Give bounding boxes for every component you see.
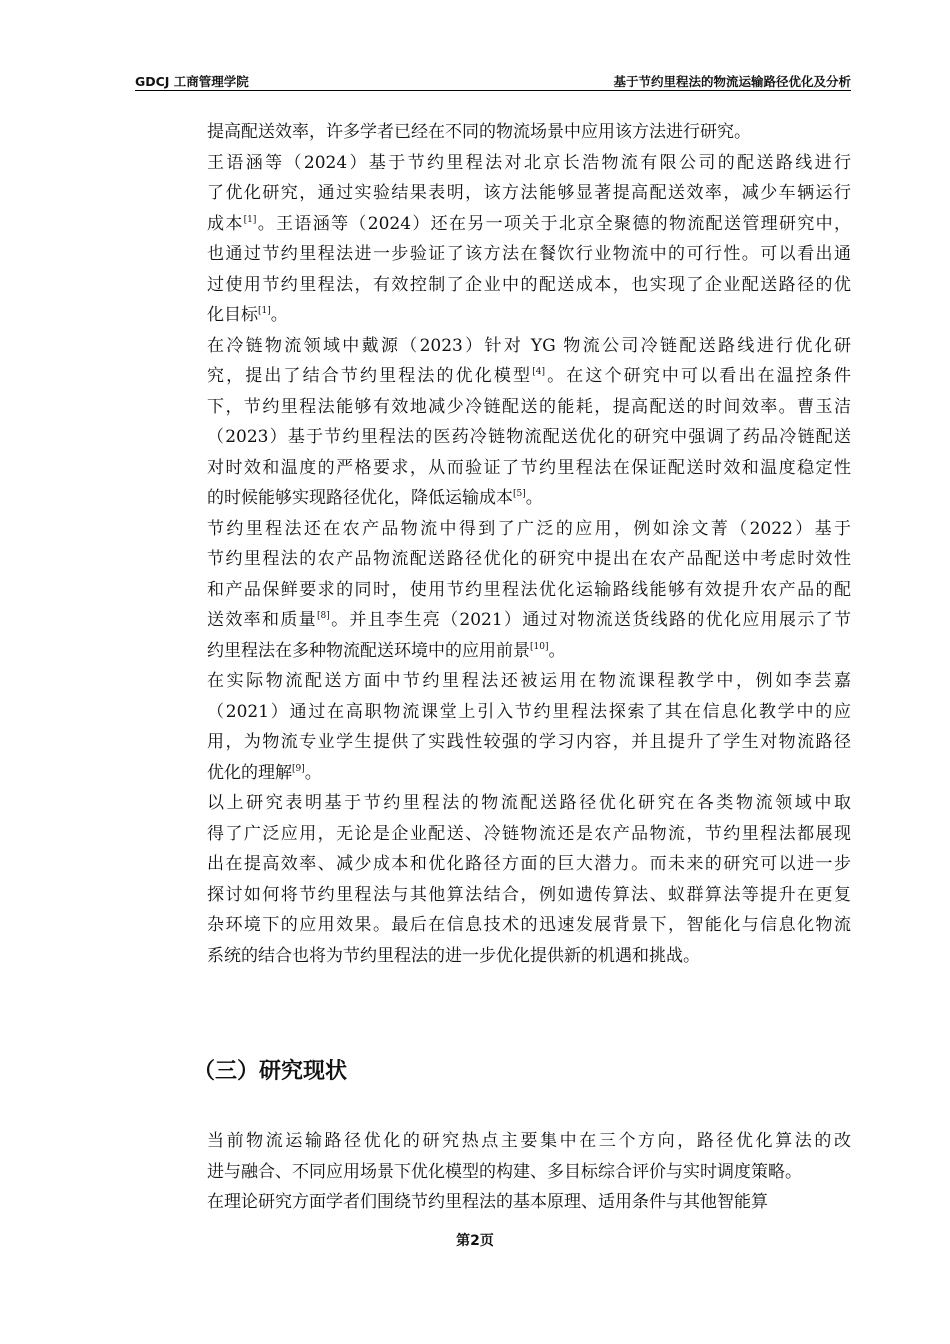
text-line: 过使用节约里程法，有效控制了企业中的配送成本，也实现了企业配送路径的优	[207, 274, 851, 295]
text-line: 了优化研究，通过实验结果表明，该方法能够显著提高配送效率，减少车辆运行	[207, 183, 851, 203]
text-line: 在冷链物流领域中戴源（2023）针对 YG 物流公司冷链配送路线进行优化研	[207, 335, 851, 356]
text-line: （2023）基于节约里程法的医药冷链物流配送优化的研究中强调了药品冷链配送	[207, 427, 851, 447]
text-line: 节约里程法还在农产品物流中得到了广泛的应用，例如涂文菁（2022）基于	[207, 518, 851, 539]
text-line: 在理论研究方面学者们围绕节约里程法的基本原理、适用条件与其他智能算	[207, 1192, 768, 1212]
text-line: 的时候能够实现路径优化，降低运输成本[5]。	[207, 488, 543, 508]
header-school: GDCJ 工商管理学院	[135, 74, 249, 89]
text-line: 以上研究表明基于节约里程法的物流配送路径优化研究在各类物流领域中取	[207, 793, 851, 813]
text-line: 化目标[1]。	[207, 305, 288, 325]
body-text	[173, 117, 851, 971]
citation: [1]	[258, 306, 271, 316]
citation: [10]	[530, 641, 549, 652]
text-line: 进与融合、不同应用场景下优化模型的构建、多目标综合评价与实时调度策略。	[207, 1161, 802, 1182]
paragraph	[173, 788, 851, 971]
text-line: 提高配送效率，许多学者已经在不同的物流场景中应用该方法进行研究。	[207, 122, 751, 142]
text-line: 系统的结合也将为节约里程法的进一步优化提供新的机遇和挑战。	[207, 945, 700, 966]
text-line: 用，为物流专业学生提供了实践性较强的学习内容，并且提升了学生对物流路径	[207, 732, 851, 752]
text-line: 在实际物流配送方面中节约里程法还被运用在物流课程教学中，例如李芸嘉	[207, 671, 851, 691]
text-line: 也通过节约里程法进一步验证了该方法在餐饮行业物流中的可行性。可以看出通	[207, 244, 851, 264]
citation: [5]	[513, 489, 526, 499]
citation: [4]	[532, 367, 545, 377]
text-line: 究，提出了结合节约里程法的优化模型[4]。在这个研究中可以看出在温控条件	[207, 366, 852, 386]
text-line: 节约里程法的农产品物流配送路径优化的研究中提出在农产品配送中考虑时效性	[207, 549, 851, 569]
paragraph	[173, 1126, 851, 1187]
paragraph	[173, 148, 851, 331]
text-line: 约里程法在多种物流配送环境中的应用前景[10]。	[207, 640, 566, 661]
paragraph	[173, 1187, 851, 1218]
text-line: （2021）通过在高职物流课堂上引入节约里程法探索了其在信息化教学中的应	[207, 701, 851, 722]
citation: [8]	[317, 611, 330, 621]
text-line: 和产品保鲜要求的同时，使用节约里程法优化运输路线能够有效提升农产品的配	[207, 579, 851, 600]
text-line: 优化的理解[9]。	[207, 762, 322, 783]
paragraph	[173, 331, 851, 514]
body-text-2	[173, 1126, 851, 1218]
text-line: 杂环境下的应用效果。最后在信息技术的迅速发展背景下，智能化与信息化物流	[207, 915, 851, 935]
citation: [9]	[292, 763, 305, 774]
paragraph	[173, 514, 851, 667]
section-heading: （三）研究现状	[193, 1059, 348, 1084]
paragraph	[173, 666, 851, 788]
page-number: 第2页	[456, 1233, 494, 1249]
header-title: 基于节约里程法的物流运输路径优化及分析	[613, 74, 851, 89]
text-line: 王语涵等（2024）基于节约里程法对北京长浩物流有限公司的配送路线进行	[207, 152, 851, 173]
text-line: 对时效和温度的严格要求，从而验证了节约里程法在保证配送时效和温度稳定性	[207, 457, 851, 478]
page-header	[135, 70, 851, 91]
paragraph	[173, 117, 851, 148]
text-line: 下，节约里程法能够有效地减少冷链配送的能耗，提高配送的时间效率。曹玉洁	[207, 396, 851, 417]
text-line: 成本[1]。王语涵等（2024）还在另一项关于北京全聚德的物流配送管理研究中，	[207, 213, 852, 234]
citation: [1]	[243, 214, 257, 225]
text-line: 出在提高效率、减少成本和优化路径方面的巨大潜力。而未来的研究可以进一步	[207, 854, 851, 874]
text-line: 当前物流运输路径优化的研究热点主要集中在三个方向，路径优化算法的改	[207, 1131, 851, 1151]
text-line: 探讨如何将节约里程法与其他算法结合，例如遗传算法、蚁群算法等提升在更复	[207, 884, 851, 905]
text-line: 送效率和质量[8]。并且李生亮（2021）通过对物流送货线路的优化应用展示了节	[207, 610, 851, 630]
text-line: 得了广泛应用，无论是企业配送、冷链物流还是农产品物流，节约里程法都展现	[207, 823, 851, 844]
